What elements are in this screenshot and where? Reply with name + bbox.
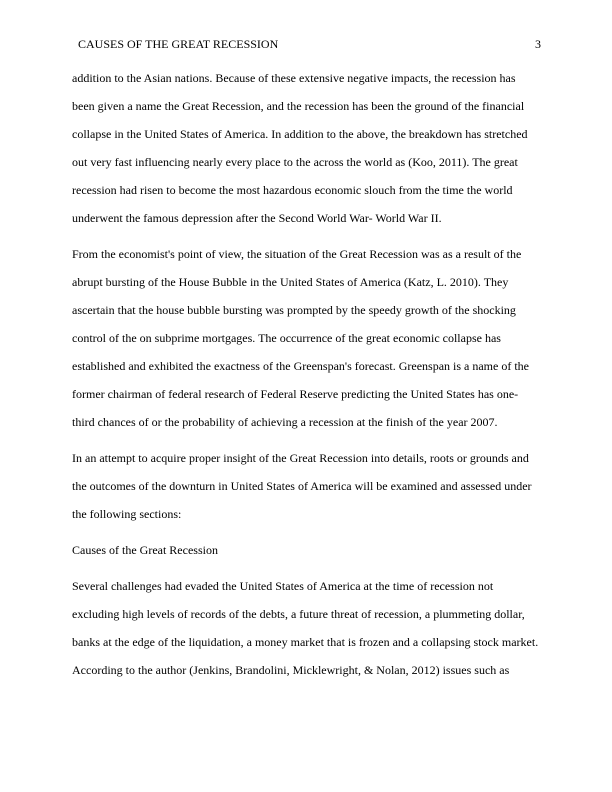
text-line: third chances of or the probability of achieving a recession at the finish of the year 2007. xyxy=(72,415,498,429)
text-line: addition to the Asian nations. Because of these extensive negative impacts, the recession has xyxy=(72,71,516,85)
section-heading xyxy=(72,536,544,564)
paragraph-2 xyxy=(72,240,544,436)
text-line: recession had risen to become the most hazardous economic slouch from the time the world xyxy=(72,183,513,197)
text-line: the following sections: xyxy=(72,507,182,521)
paragraph-4 xyxy=(72,572,544,684)
text-line: the outcomes of the downturn in United States of America will be examined and assessed under xyxy=(72,479,532,493)
text-line: collapse in the United States of America. In addition to the above, the breakdown has stretched xyxy=(72,127,528,141)
text-line: abrupt bursting of the House Bubble in the United States of America (Katz, L. 2010). They xyxy=(72,275,509,289)
text-line: control of the on subprime mortgages. The occurrence of the great economic collapse has xyxy=(72,331,501,345)
text-line: In an attempt to acquire proper insight of the Great Recession into details, roots or grounds and xyxy=(72,451,529,465)
text-line: From the economist's point of view, the situation of the Great Recession was as a result of the xyxy=(72,247,522,261)
document-body xyxy=(72,64,544,692)
text-line: out very fast influencing nearly every place to the across the world as (Koo, 2011). The great xyxy=(72,155,518,169)
paragraph-3 xyxy=(72,444,544,528)
text-line: established and exhibited the exactness of the Greenspan's forecast. Greenspan is a name of the xyxy=(72,359,529,373)
text-line: underwent the famous depression after the Second World War- World War II. xyxy=(72,211,442,225)
text-line: excluding high levels of records of the debts, a future threat of recession, a plummeting dollar, xyxy=(72,607,525,621)
paragraph-1 xyxy=(72,64,544,232)
running-head-title: CAUSES OF THE GREAT RECESSION xyxy=(78,37,279,51)
text-line: former chairman of federal research of Federal Reserve predicting the United States has one- xyxy=(72,387,519,401)
page-header xyxy=(78,36,541,52)
text-line: been given a name the Great Recession, and the recession has been the ground of the financial xyxy=(72,99,525,113)
text-line: According to the author (Jenkins, Brandolini, Micklewright, & Nolan, 2012) issues such as xyxy=(72,663,510,677)
heading-text: Causes of the Great Recession xyxy=(72,543,218,557)
text-line: Several challenges had evaded the United States of America at the time of recession not xyxy=(72,579,494,593)
text-line: banks at the edge of the liquidation, a money market that is frozen and a collapsing stock market. xyxy=(72,635,539,649)
text-line: ascertain that the house bubble bursting was prompted by the speedy growth of the shocking xyxy=(72,303,516,317)
page-number: 3 xyxy=(535,37,541,51)
